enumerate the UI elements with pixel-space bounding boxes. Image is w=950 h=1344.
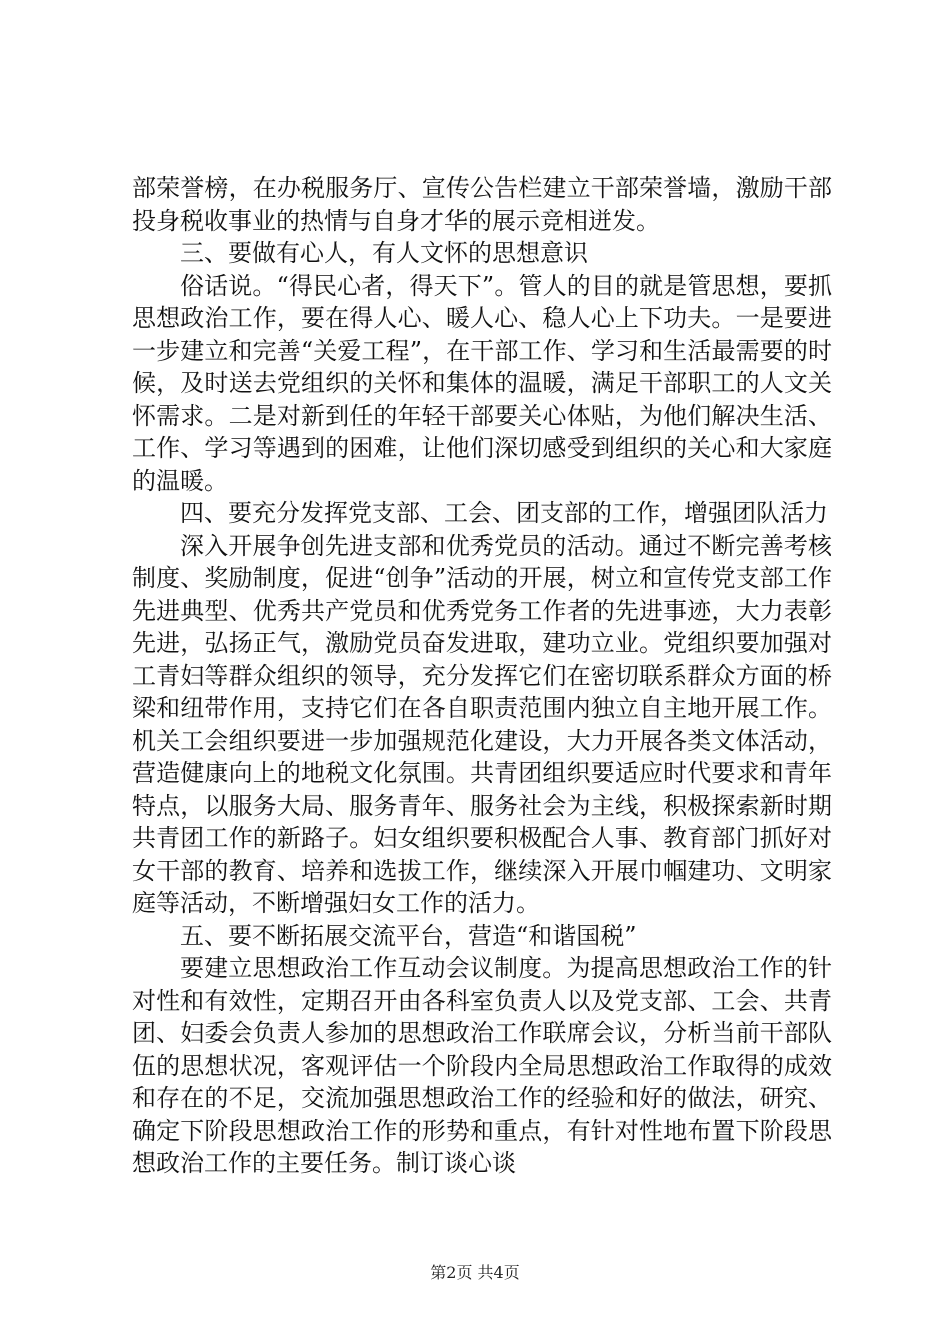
section-heading-4: 四、要充分发挥党支部、工会、团支部的工作，增强团队活力 [180,499,828,527]
page-footer: 第2页 共4页 [430,1263,520,1282]
paragraph: 要建立思想政治工作互动会议制度。为提高思想政治工作的针对性和有效性，定期召开由各科室负责人以及党支部、工会、共青团、妇委会负责人参加的思想政治工作联席会议，分析当前干部队伍的思想状况，客观评估一个阶段内全局思想政治工作取得的成效和存在的不足，交流加强思想政治工作的经验和好的做法，研究、确定下阶段思想政治工作的形势和重点，有针对性地布置下阶段思想政治工作的主要任务。制订谈心谈 [132,954,832,1177]
paragraph-continuation: 部荣誉榜，在办税服务厅、宣传公告栏建立干部荣誉墙，激励干部投身税收事业的热情与自身才华的展示竞相迸发。 [132,174,832,235]
document-body [132,172,832,1180]
paragraph: 深入开展争创先进支部和优秀党员的活动。通过不断完善考核制度、奖励制度，促进“创争”活动的开展，树立和宣传党支部工作先进典型、优秀共产党员和优秀党务工作者的先进事迹，大力表彰先进，弘扬正气，激励党员奋发进取，建功立业。党组织要加强对工青妇等群众组织的领导，充分发挥它们在密切联系群众方面的桥梁和纽带作用，支持它们在各自职责范围内独立自主地开展工作。机关工会组织要进一步加强规范化建设，大力开展各类文体活动，营造健康向上的地税文化氛围。共青团组织要适应时代要求和青年特点，以服务大局、服务青年、服务社会为主线，积极探索新时期共青团工作的新路子。妇女组织要积极配合人事、教育部门抓好对女干部的教育、培养和选拔工作，继续深入开展巾帼建功、文明家庭等活动，不断增强妇女工作的活力。 [132,531,832,917]
section-heading-5: 五、要不断拓展交流平台，营造“和谐国税” [180,921,637,950]
paragraph: 俗话说。“得民心者，得天下”。管人的目的就是管思想，要抓思想政治工作，要在得人心、暖人心、稳人心上下功夫。一是要进一步建立和完善“关爱工程”，在干部工作、学习和生活最需要的时候，及时送去党组织的关怀和集体的温暖，满足干部职工的人文关怀需求。二是对新到任的年轻干部要关心体贴，为他们解决生活、工作、学习等遇到的困难，让他们深切感受到组织的关心和大家庭的温暖。 [132,271,832,495]
section-heading-3: 三、要做有心人，有人文怀的思想意识 [180,239,588,267]
